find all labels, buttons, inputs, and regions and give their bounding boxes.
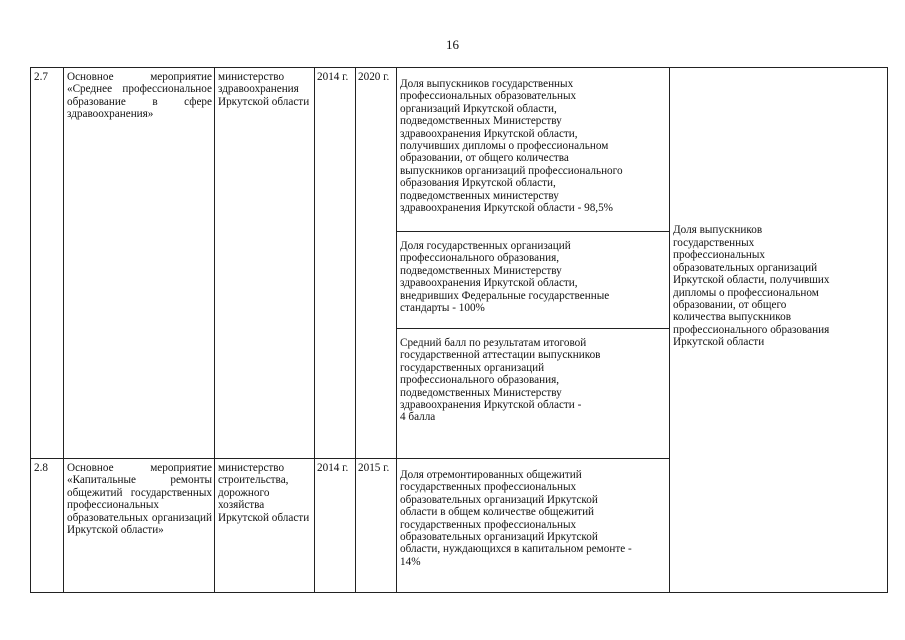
table-row <box>31 68 888 459</box>
end-year: 2020 г. <box>356 68 397 459</box>
end-year: 2015 г. <box>356 459 397 593</box>
responsible-ministry: министерство строительства, дорожного хозяйства Иркутской области <box>215 459 315 593</box>
target-indicator: Доля выпускников государственных профессиональных образовательных организаций Иркутской области, получивших дипломы о профессиональном образовании, от общего количества выпускников профессионального образования Иркутской области <box>670 68 888 593</box>
page-number: 16 <box>446 37 459 52</box>
indicators-cell <box>397 459 670 593</box>
start-year: 2014 г. <box>315 68 356 459</box>
event-name: Основное мероприятие «Капитальные ремонты общежитий государственных профессиональных образовательных организаций Иркутской области» <box>64 459 215 593</box>
indicator: Доля выпускников государственных профессиональных образовательных организаций Иркутской области, подведомственных Министерству здравоохранения Иркутской области, получивших дипломы о профессиональном образовании, от общего количества выпускников организаций профессионального образования Иркутской области, подведомственных министерству здравоохранения Иркутской области - 98,5% <box>400 78 623 215</box>
indicator: Доля государственных организаций профессионального образования, подведомственных Министерству здравоохранения Иркутской области, внедривших Федеральные государственные стандарты - 100% <box>397 231 669 328</box>
event-name: Основное мероприятие «Среднее профессиональное образование в сфере здравоохранения» <box>64 68 215 459</box>
responsible-ministry: министерство здравоохранения Иркутской области <box>215 68 315 459</box>
program-table <box>30 67 888 593</box>
indicator: Средний балл по результатам итоговой государственной аттестации выпускников государственных организаций профессионального образования, подведомственных Министерству здравоохранения Иркутской области - 4 балла <box>397 328 669 450</box>
start-year: 2014 г. <box>315 459 356 593</box>
indicator: Доля отремонтированных общежитий государственных профессиональных образовательных организаций Иркутской области в общем количестве общежитий государственных профессиональных образовательных организаций Иркутской области, нуждающихся в капитальном ремонте - 14% <box>400 469 632 568</box>
row-number: 2.8 <box>31 459 64 593</box>
row-number: 2.7 <box>31 68 64 459</box>
indicators-cell <box>397 68 670 459</box>
